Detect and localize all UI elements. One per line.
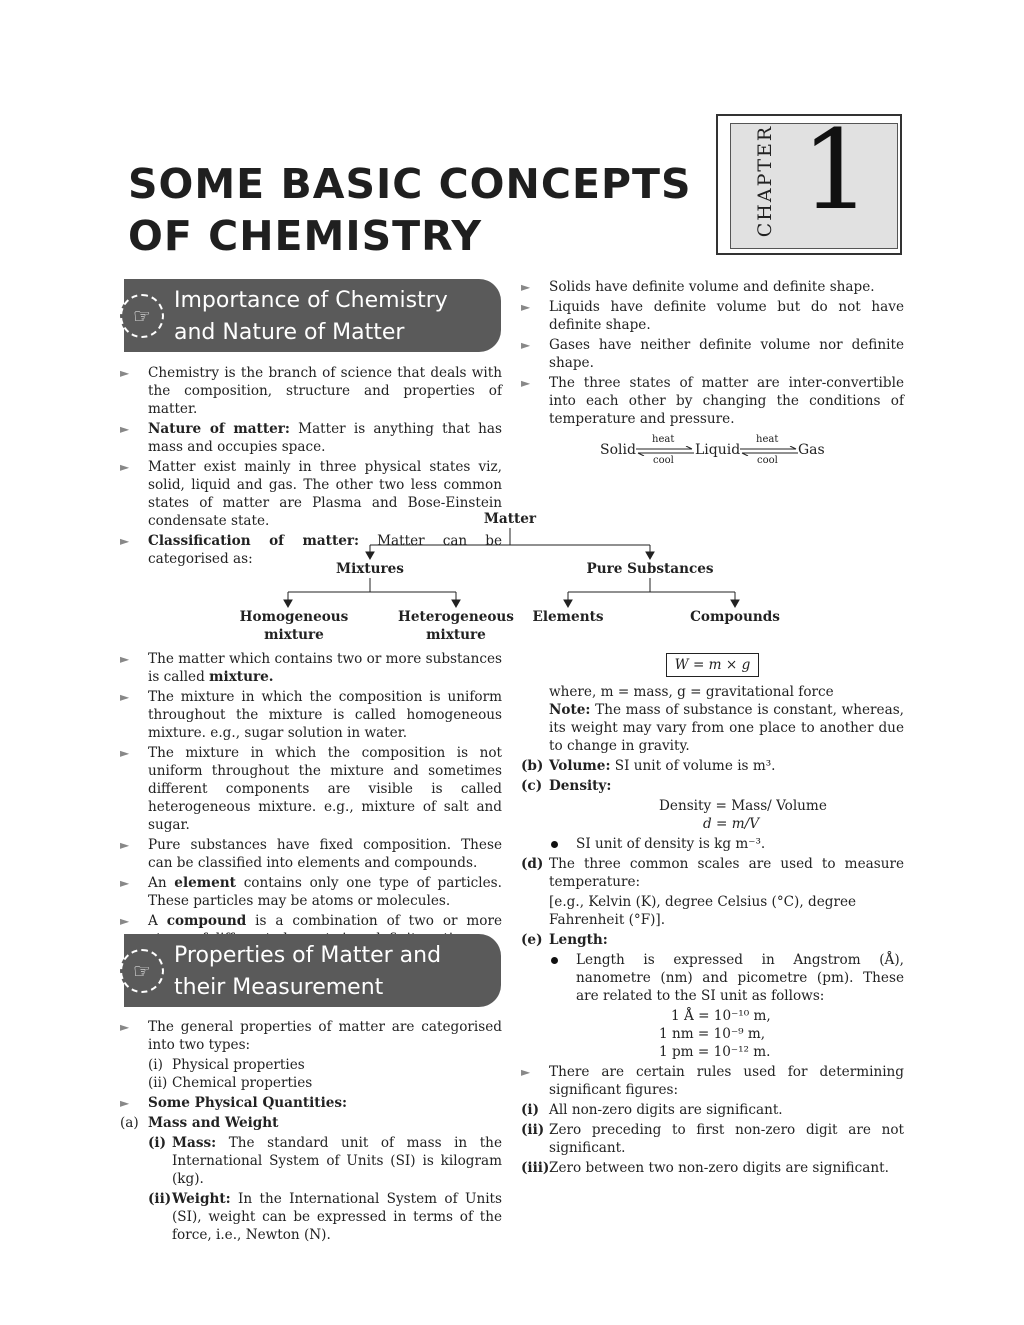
- arrow-bullet-icon: ►: [521, 1065, 531, 1079]
- page-title: SOME BASIC CONCEPTS OF CHEMISTRY: [128, 160, 692, 260]
- weight-formula: W = m × g: [521, 653, 904, 677]
- list-item: ► The mixture in which the composition is uniform throughout the mixture is called homogeneous mixture. e.g., sugar solution in water.: [120, 689, 502, 741]
- list-item: ► Gases have neither definite volume nor definite shape.: [521, 337, 904, 371]
- list-item: ► The three states of matter are inter-convertible into each other by changing the conditions of temperature and pressure.: [521, 375, 904, 427]
- pointing-hand-icon: ☞: [120, 949, 164, 993]
- list-item: (ii) Zero preceding to first non-zero digit are not significant.: [521, 1122, 904, 1156]
- arrow-bullet-icon: ►: [120, 366, 130, 380]
- state-conversion-equation: Solid heat cool Liquid heat cool Gas: [600, 434, 825, 466]
- tree-node-compounds: Compounds: [690, 609, 780, 625]
- arrow-bullet-icon: ►: [120, 876, 130, 890]
- list-item: (ii) Chemical properties: [148, 1075, 313, 1091]
- left-column-intro: [120, 364, 502, 570]
- arrow-bullet-icon: ►: [521, 376, 531, 390]
- tree-node-heterogeneous: Heterogeneous mixture: [398, 609, 514, 643]
- tree-node-homogeneous: Homogeneous mixture: [239, 609, 349, 643]
- arrow-bullet-icon: ►: [521, 280, 531, 294]
- list-item: ► There are certain rules used for determining significant figures:: [521, 1064, 904, 1098]
- list-item: ► Pure substances have fixed composition. These can be classified into elements and compounds.: [120, 837, 502, 871]
- tree-node-mixtures: Mixtures: [336, 561, 404, 577]
- chapter-box: [716, 106, 902, 255]
- arrow-bullet-icon: ►: [120, 652, 130, 666]
- arrow-bullet-icon: ►: [120, 690, 130, 704]
- section-banner-importance: ☞ Importance of Chemistry and Nature of Matter: [124, 279, 501, 352]
- list-item: (e) Length:: [521, 932, 608, 948]
- list-item: ► Nature of matter: Matter is anything that has mass and occupies space.: [120, 421, 502, 455]
- arrow-bullet-icon: ►: [120, 838, 130, 852]
- list-item: ► The mixture in which the composition is not uniform throughout the mixture and sometimes different components are visible is called heterogeneous mixture. e.g., mixture of salt and sugar.: [120, 745, 502, 833]
- right-column-measurements: W = m × g where, m = mass, g = gravitational force Note: The mass of substance is constant, whereas, its weight may vary from one place to another due to change in gravity. (b) Volume: SI unit of volume is m³. (c) Density: Density = Mass/ Volume d = m/V SI unit of density is kg m⁻³. (d) The three common scales are used to measure temperature: [e.g., Kelvin (K), degree Celsius (°C), degree Fahrenheit (°F)]. (e) Length: Length is expressed in Angstrom (Å), nanometre (nm) and picometre (pm). These are related to the SI unit as follows: 1 Å = 10⁻¹⁰ m, 1 nm = 10⁻⁹ m, 1 pm = 10⁻¹² m. ► There are certain rules used for determining significant figures: (i) All non-zero digits are significant. (ii) Zero preceding to first non-zero digit are not significant. (iii) Zero between two non-zero digits are significant.: [521, 653, 904, 1177]
- note: Note: The mass of substance is constant, whereas, its weight may vary from one place to another due to change in gravity.: [549, 702, 904, 754]
- chapter-label: CHAPTER: [754, 124, 777, 238]
- list-item: ► Solids have definite volume and definite shape.: [521, 279, 875, 295]
- pointing-hand-icon: ☞: [120, 294, 164, 338]
- list-item: ► Some Physical Quantities:: [120, 1095, 348, 1111]
- list-item: (a) Mass and Weight: [120, 1115, 279, 1131]
- list-item: ► A compound is a combination of two or more: [120, 913, 502, 929]
- list-item: (i) Mass: The standard unit of mass in the International System of Units (SI) is kilogram (kg).: [148, 1135, 502, 1187]
- arrow-bullet-icon: ►: [120, 914, 130, 928]
- list-item: ► The general properties of matter are categorised into two types:: [120, 1019, 502, 1053]
- list-item: SI unit of density is kg m⁻³.: [521, 835, 904, 853]
- arrow-bullet-icon: ►: [120, 1020, 130, 1034]
- tree-node-elements: Elements: [532, 609, 604, 625]
- list-item: ► Classification of matter: Matter can be categorised as:: [120, 533, 502, 567]
- arrow-bullet-icon: ►: [120, 534, 130, 548]
- list-item: Length is expressed in Angstrom (Å), nanometre (nm) and picometre (pm). These are related to the SI unit as follows:: [521, 951, 904, 1005]
- list-item: (d) The three common scales are used to measure temperature:: [521, 856, 904, 890]
- list-item: (i) All non-zero digits are significant.: [521, 1102, 783, 1118]
- list-item: (iii) Zero between two non-zero digits are significant.: [521, 1160, 889, 1176]
- arrow-bullet-icon: ►: [120, 422, 130, 436]
- equilibrium-arrow-icon: [740, 446, 798, 456]
- arrow-bullet-icon: ►: [120, 1096, 130, 1110]
- list-item: ► An element contains only one type of particles. These particles may be atoms or molecules.: [120, 875, 502, 909]
- left-column-properties: [120, 1018, 502, 1244]
- list-item: (i) Physical properties: [148, 1057, 305, 1073]
- tree-node-matter: Matter: [483, 511, 537, 527]
- arrow-bullet-icon: ►: [120, 746, 130, 760]
- list-item: ► Chemistry is the branch of science that deals with the composition, structure and properties of matter.: [120, 365, 502, 417]
- equilibrium-arrow-icon: [636, 446, 694, 456]
- tree-node-pure-substances: Pure Substances: [586, 561, 714, 577]
- left-column-mixtures: [120, 650, 502, 950]
- chapter-number: 1: [801, 106, 871, 234]
- arrow-bullet-icon: ►: [521, 300, 531, 314]
- list-item: (b) Volume: SI unit of volume is m³.: [521, 758, 776, 774]
- list-item: ► Matter exist mainly in three physical states viz, solid, liquid and gas. The other two less common states of matter are Plasma and Bose-Einstein condensate state.: [120, 459, 502, 529]
- list-item: ► Liquids have definite volume but do not have definite shape.: [521, 299, 904, 333]
- section-banner-properties: ☞ Properties of Matter and their Measurement: [124, 934, 501, 1007]
- right-column-states: [521, 278, 904, 430]
- arrow-bullet-icon: ►: [120, 460, 130, 474]
- list-item: ► The matter which contains two or more substances is called mixture.: [120, 651, 502, 685]
- list-item: (ii) Weight: In the International System of Units (SI), weight can be expressed in terms of the force, i.e., Newton (N).: [148, 1191, 502, 1243]
- list-item: (c) Density:: [521, 778, 612, 794]
- arrow-bullet-icon: ►: [521, 338, 531, 352]
